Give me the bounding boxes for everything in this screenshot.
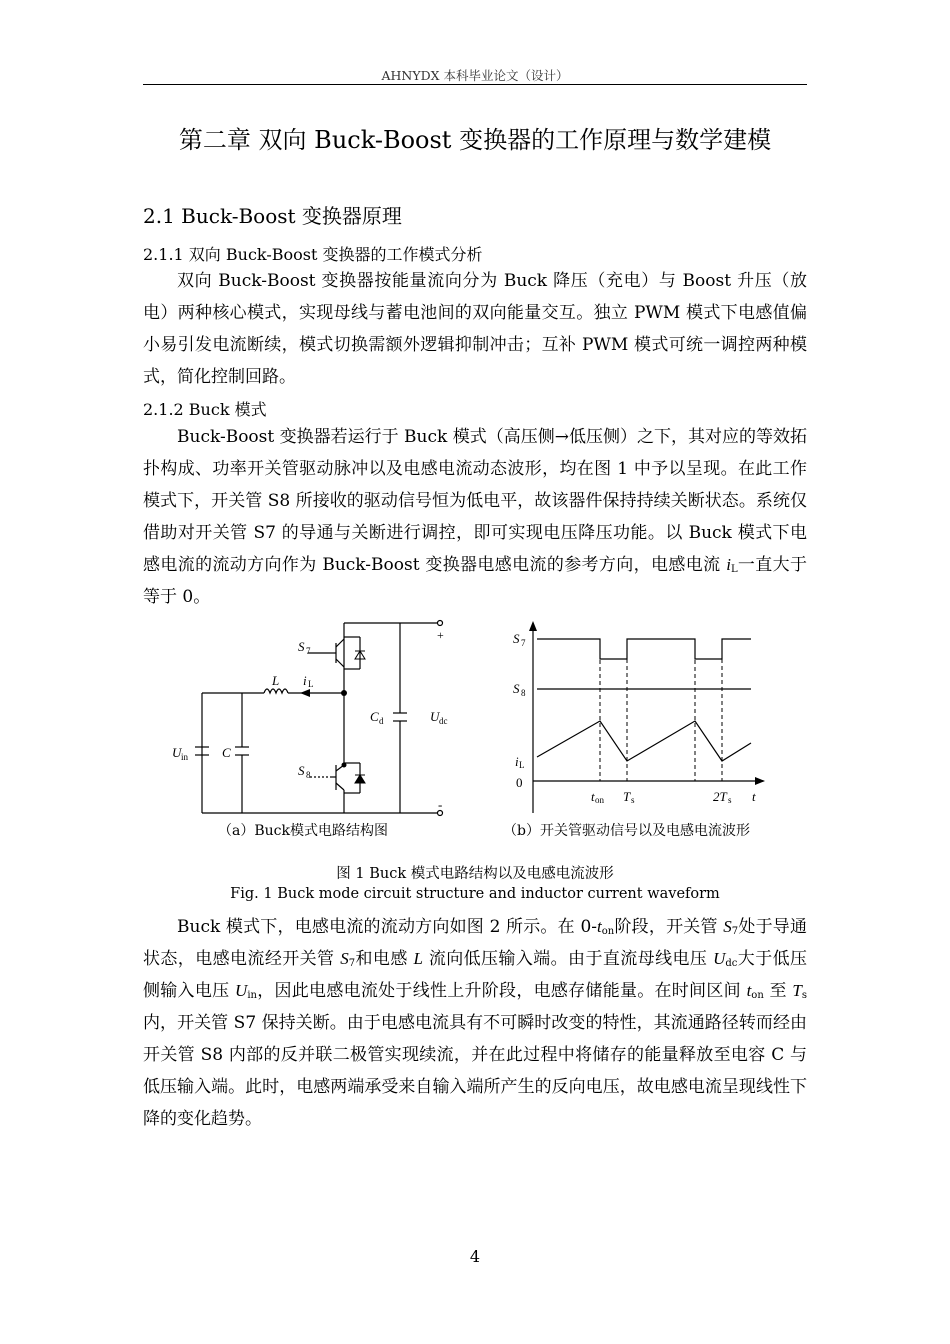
wave-label-s7-sub: 7 xyxy=(521,638,526,648)
figure-caption-en: Fig. 1 Buck mode circuit structure and inductor current waveform xyxy=(230,886,720,902)
wave-label-zero: 0 xyxy=(516,775,523,790)
label-minus: - xyxy=(438,797,443,812)
wave-label-s8-sub: 8 xyxy=(521,688,526,698)
figure-caption-cn: 图 1 Buck 模式电路结构以及电感电流波形 xyxy=(336,866,614,882)
subsection-heading-2-1-1: 2.1.1 双向 Buck-Boost 变换器的工作模式分析 xyxy=(143,245,483,264)
wave-label-il: i xyxy=(515,754,519,769)
buck-circuit-diagram xyxy=(160,615,470,825)
label-s7: S xyxy=(298,639,305,654)
chapter-title: 第二章 双向 Buck-Boost 变换器的工作原理与数学建模 xyxy=(178,126,772,154)
label-udc-sub: dc xyxy=(439,716,448,726)
wave-label-s7: S xyxy=(513,631,520,646)
label-il-sub: L xyxy=(308,679,314,689)
section-heading-2-1: 2.1 Buck-Boost 变换器原理 xyxy=(143,204,402,228)
label-uin: U xyxy=(172,745,182,760)
label-plus: + xyxy=(437,628,444,642)
label-il: i xyxy=(303,673,307,688)
label-s8-sub: 8 xyxy=(306,770,311,780)
label-c: C xyxy=(222,745,231,760)
label-cd-sub: d xyxy=(379,716,384,726)
wave-label-2ts-sub: s xyxy=(728,795,732,805)
wave-label-ts-sub: s xyxy=(631,795,635,805)
label-uin-sub: in xyxy=(181,752,189,762)
wave-label-ton: t xyxy=(591,789,595,804)
waveform-diagram xyxy=(505,615,785,815)
label-inductor: L xyxy=(272,673,280,688)
wave-label-s8: S xyxy=(513,681,520,696)
page-header: AHNYDX 本科毕业论文（设计） xyxy=(381,68,569,83)
wave-label-2ts: 2T xyxy=(713,789,727,804)
page-number: 4 xyxy=(469,1247,481,1266)
label-s8: S xyxy=(298,763,305,778)
wave-label-ts: T xyxy=(623,789,631,804)
label-udc: U xyxy=(430,709,440,724)
header-rule xyxy=(143,84,807,85)
label-cd: C xyxy=(370,709,379,724)
subsection-heading-2-1-2: 2.1.2 Buck 模式 xyxy=(143,400,267,419)
wave-label-t: t xyxy=(752,789,756,804)
wave-label-ton-sub: on xyxy=(595,795,604,805)
paragraph-modes: 双向 Buck-Boost 变换器按能量流向分为 Buck 降压（充电）与 Boost 升压（放电）两种核心模式，实现母线与蓄电池间的双向能量交互。独立 PWM 模式下电感值偏小易引发电流断续，模式切换需额外逻辑抑制冲击；互补 PWM 模式可统一调控两种模式，简化控制回路。 xyxy=(143,271,807,387)
paragraph-buck-current: Buck 模式下，电感电流的流动方向如图 2 所示。在 $0-t_{on}$阶段，开关管 $S_7$处于导通状态，电感电流经开关管 $S_7$和电感 L 流向低压输入端。由于直流母线电压 $U_{dc}$大于低压侧输入电压 $U_{in}$，因此电感电流处于线性上升阶段，电感存储能量。在时间区间 $t_{on}$ 至 $T_s$ 内，开关管 S7 保持关断。由于电感电流具有不可瞬时改变的特性，其流通路径转而经由开关管 S8 内部的反并联二极管实现续流，并在此过程中将储存的能量释放至电容 C 与低压输入端。此时，电感两端承受来自输入端所产生的反向电压，故电感电流呈现线性下降的变化趋势。 xyxy=(143,917,808,1129)
waveform-caption: （b）开关管驱动信号以及电感电流波形 xyxy=(503,823,750,839)
circuit-caption: （a）Buck模式电路结构图 xyxy=(218,823,388,839)
wave-label-il-sub: L xyxy=(519,760,525,770)
label-s7-sub: 7 xyxy=(306,646,311,656)
paragraph-buck-mode: Buck-Boost 变换器若运行于 Buck 模式（高压侧→低压侧）之下，其对应的等效拓扑构成、功率开关管驱动脉冲以及电感电流动态波形，均在图 1 中予以呈现。在此工作模式下，开关管 S8 所接收的驱动信号恒为低电平，故该器件保持持续关断状态。系统仅借助对开关管 S7 的导通与关断进行调控，即可实现电压降压功能。以 Buck 模式下电感电流的流动方向作为 Buck-Boost 变换器电感电流的参考方向，电感电流 $i_L$一直大于等于 0。 xyxy=(143,427,808,607)
